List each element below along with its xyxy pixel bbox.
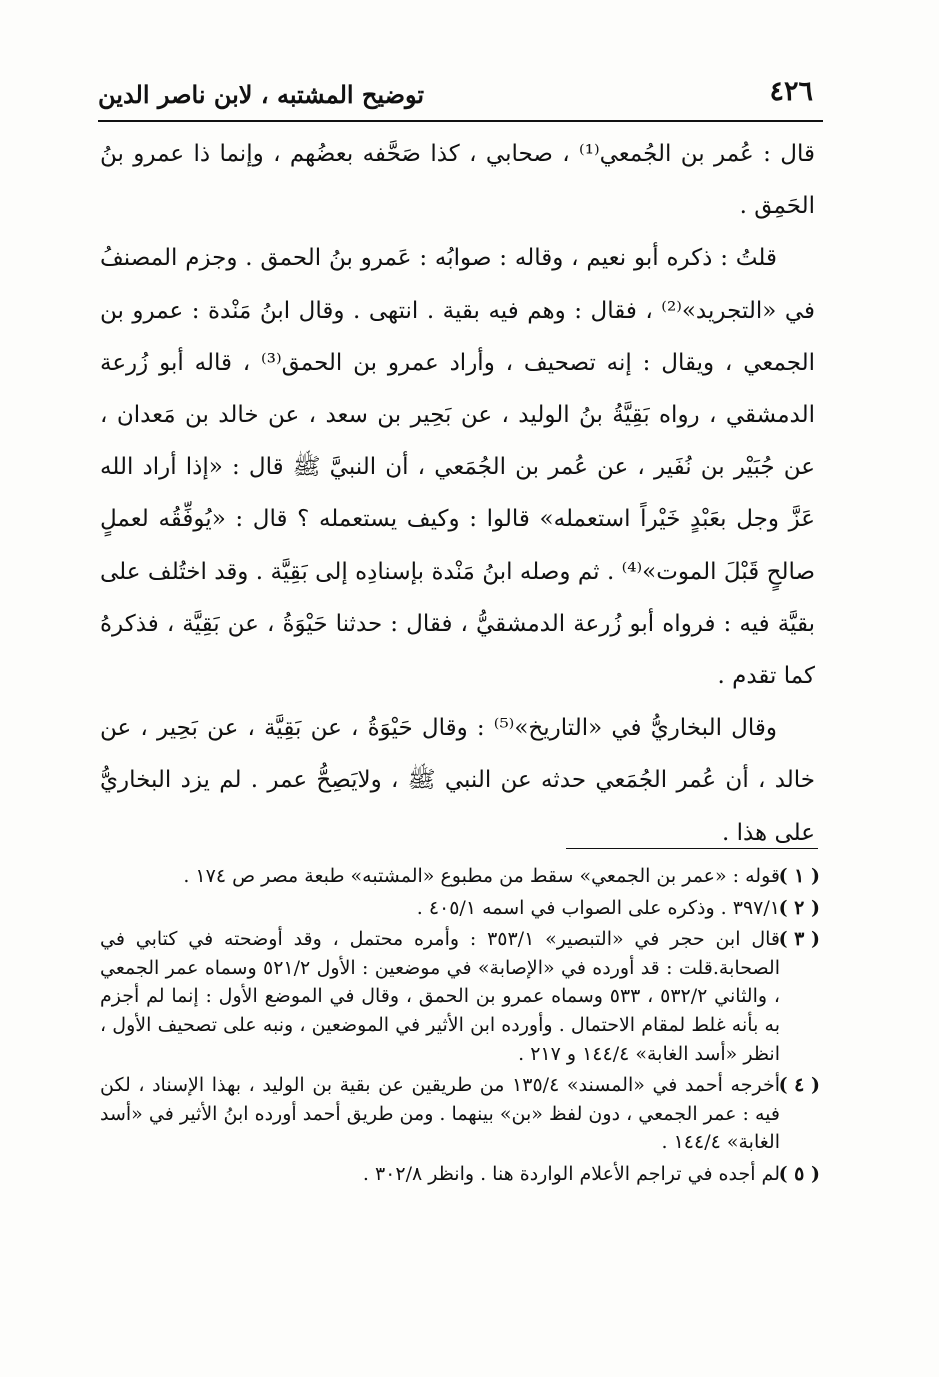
footnote-number: ( ٣ ) — [778, 928, 820, 951]
footnote-number: ( ٥ ) — [778, 1162, 820, 1185]
footnote-number: ( ١ ) — [778, 865, 820, 887]
footnote-text: لم أجده في تراجم الأعلام الواردة هنا . وانظر ٣٠٢/٨ . — [362, 1162, 780, 1185]
main-text — [100, 128, 815, 859]
footnote-1 — [100, 862, 820, 891]
footnote-number: ( ٢ ) — [778, 896, 820, 919]
footnote-2 — [100, 894, 820, 923]
footnote-number: ( ٤ ) — [778, 1074, 820, 1097]
page-header — [98, 70, 823, 118]
header-rule — [98, 120, 823, 122]
paragraph-2: قلتُ : ذكره أبو نعيم ، وقاله : صوابُه : عَمرو بنُ الحمق . وجزم المصنفُ في «التجريد»⁽²⁾ ، فقال : وهم فيه بقية . انتهى . وقال ابنُ مَنْدة : عمرو بن الجمعي ، ويقال : إنه تصحيف ، وأراد عمرو بن الحمق⁽³⁾ ، قاله أبو زُرعة الدمشقي ، رواه بَقِيَّةُ بنُ الوليد ، عن بَحِير بن سعد ، عن خالد بن مَعدان ، عن جُبَيْر بن نُفَير ، عن عُمر بن الجُمَعي ، أن النبيَّ ﷺ قال : «إذا أراد الله عَزَّ وجل بعَبْدٍ خَيْراً استعمله» قالوا : وكيف يستعمله ؟ قال : «يُوفِّقُه لعملٍ صالحٍ قَبْلَ الموت»⁽⁴⁾ . ثم وصله ابنُ مَنْدة بإسنادِه إلى بَقِيَّة . وقد اختُلف على بقيَّة فيه : فرواه أبو زُرعة الدمشقيُّ ، فقال : حدثنا حَيْوَةُ ، عن بَقِيَّة ، فذكرهُ كما تقدم . — [100, 245, 815, 690]
footnotes — [100, 862, 820, 1192]
paragraph-3: وقال البخاريُّ في «التاريخ»⁽⁵⁾ : وقال حَيْوَةُ ، عن بَقِيَّة ، عن بَحِير ، عن خالد ، أن عُمر الجُمَعي حدثه عن النبي ﷺ ، ولايَصِحُّ عمر . لم يزد البخاريُّ على هذا . — [100, 715, 815, 846]
footnote-text: قوله : «عمر بن الجمعي» سقط من مطبوع «المشتبه» طبعة مصر ص ١٧٤ . — [183, 865, 780, 887]
running-title: توضيح المشتبه ، لابن ناصر الدين — [98, 80, 425, 109]
footnote-4 — [100, 1071, 820, 1157]
page-number: ٤٢٦ — [769, 76, 813, 107]
footnote-separator — [566, 848, 818, 849]
paragraph-1: قال : عُمر بن الجُمعي⁽¹⁾ ، صحابي ، كذا صَحَّفه بعضُهم ، وإنما ذا عمرو بنُ الحَمِق . — [100, 141, 815, 220]
footnote-3 — [100, 925, 820, 1068]
footnote-text: أخرجه أحمد في «المسند» ١٣٥/٤ من طريقين عن بقية بن الوليد ، بهذا الإسناد ، لكن فيه : عمر الجمعي ، دون لفظ «بن» بينهما . ومن طريق أحمد أورده ابنُ الأثير في «أسد الغابة» ١٤٤/٤ . — [100, 1074, 780, 1154]
footnote-text: ٣٩٧/١ . وذكره على الصواب في اسمه ٤٠٥/١ . — [416, 896, 780, 919]
footnote-text: قال ابن حجر في «التبصير» ٣٥٣/١ : وأمره محتمل ، وقد أوضحته في كتابي في الصحابة.قلت : قد أورده في «الإصابة» في موضعين : الأول ٥٢١/٢ وسماه عمر الجمعي ، والثاني ٥٣٢/٢ ، ٥٣٣ وسماه عمرو بن الحمق ، وقال في الموضع الأول : إنما لم أجزم به بأنه غلط لمقام الاحتمال . وأورده ابن الأثير في الموضعين ، ونبه على تصحيف الأول ، انظر «أسد الغابة» ١٤٤/٤ و ٢١٧ . — [100, 928, 780, 1065]
footnote-5 — [100, 1160, 820, 1189]
